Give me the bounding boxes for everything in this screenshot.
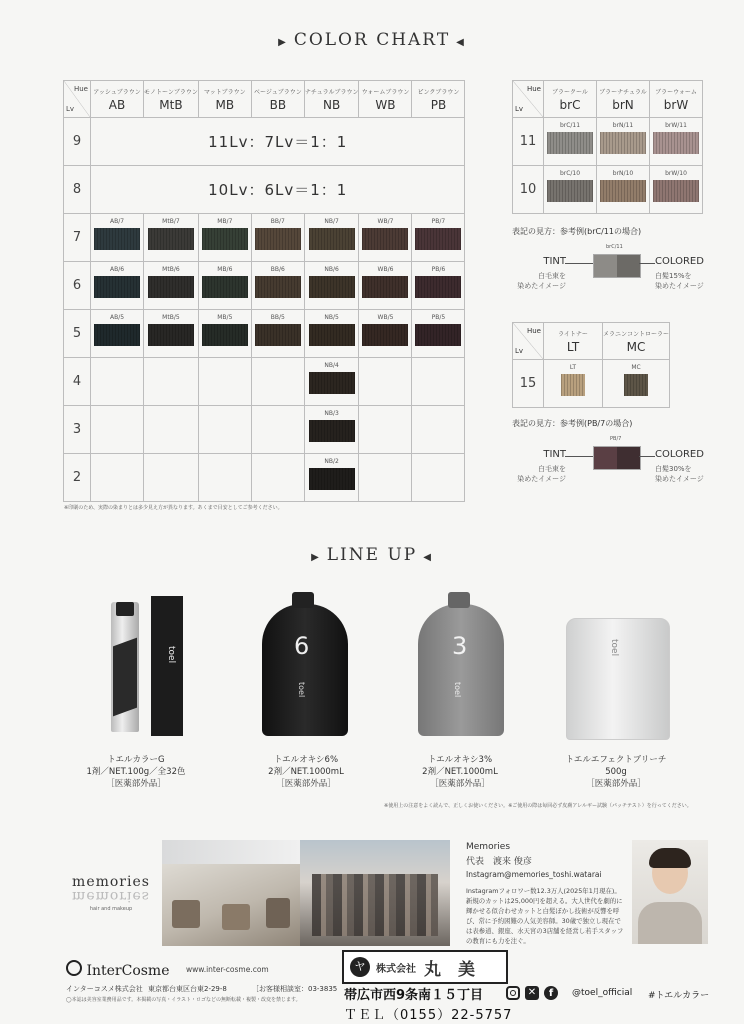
x-icon[interactable]: ✕: [525, 986, 539, 1000]
col-header-wb: ウォームブラウン WB: [359, 81, 412, 118]
triangle-right-icon: ▶: [278, 37, 288, 48]
legend2-tint-desc2: 染めたイメージ: [517, 475, 566, 483]
swatch-cell: NB/7: [304, 214, 359, 262]
chart-footnote: ※印刷のため、実際の染まりとは多少見え方が異なります。あくまで目安としてご参考ください。: [64, 505, 283, 511]
color-swatch: [653, 132, 699, 154]
swatch-cell: MtB/6: [144, 262, 199, 310]
color-box-image: [151, 596, 183, 736]
swatch-cell: brC/10: [544, 166, 597, 214]
col-header-brw: ブラーウォーム brW: [650, 81, 703, 118]
pouch-brand-text: toel: [453, 682, 462, 698]
salon-interior-photo: [162, 840, 300, 946]
bleach-pouch-image: [566, 618, 670, 740]
footer-address: 東京都台東区台東2-29-8: [148, 985, 227, 993]
legend2-code: PB/7: [610, 436, 622, 442]
lt-mc-table: [512, 322, 670, 408]
color-swatch: [148, 324, 194, 346]
lv-label: Lv: [66, 105, 75, 113]
swatch-cell: AB/7: [91, 214, 144, 262]
legend1-colored-desc2: 染めたイメージ: [655, 282, 704, 290]
footer-url: www.inter-cosme.com: [186, 965, 269, 974]
br-color-table: [512, 80, 703, 214]
swatch-cell: NB/2: [304, 454, 359, 502]
color-swatch: [362, 324, 408, 346]
color-chart-title: COLOR CHART: [293, 30, 451, 50]
swatch-cell: NB/6: [304, 262, 359, 310]
level-6: 6: [64, 262, 91, 310]
color-swatch: [202, 228, 248, 250]
usage-caution: ※使用上の注意をよく読んで、正しくお使いください。※ご使用の際は毎回必ず皮膚アレルギー試験（パッチテスト）を行ってください。: [384, 803, 692, 809]
color-swatch: [600, 132, 646, 154]
swatch-cell: brW/11: [650, 118, 703, 166]
legend1-colored: COLORED: [655, 256, 704, 267]
legend2-colored: COLORED: [655, 449, 704, 460]
salon-rep: 代表 渡来 俊彦: [466, 857, 532, 867]
color-swatch: [94, 228, 140, 250]
swatch-cell: PB/5: [412, 310, 465, 358]
oxy3-pouch-image: [418, 604, 504, 736]
col-header-brc: ブラークール brC: [544, 81, 597, 118]
color-swatch: [309, 324, 355, 346]
lt-hue-lv-corner: Hue Lv: [513, 323, 543, 359]
swatch-cell: BB/6: [251, 262, 304, 310]
salon-instagram: Instagram@memories_toshi.watarai: [466, 870, 602, 879]
swatch-cell: AB/6: [91, 262, 144, 310]
dealer-address: 帯広市西9条南１５丁目: [344, 988, 484, 1003]
dealer-stamp: [342, 950, 508, 984]
lineup-title: LINE UP: [326, 545, 418, 565]
row-6: [64, 262, 465, 310]
dealer-tel: ＴＥＬ（0155）22-5757: [344, 1008, 513, 1023]
tube-band: [113, 638, 137, 717]
level-4: 4: [64, 358, 91, 406]
col-header-pb: ピンクブラウン PB: [412, 81, 465, 118]
swatch-cell: PB/7: [412, 214, 465, 262]
level-2: 2: [64, 454, 91, 502]
color-swatch: [202, 276, 248, 298]
salon-staff-photo: [300, 840, 450, 946]
color-swatch: [561, 374, 585, 396]
swatch-cell: MC: [603, 360, 670, 408]
swatch-cell: NB/5: [304, 310, 359, 358]
row-4: [64, 358, 465, 406]
swatch-cell: brW/10: [650, 166, 703, 214]
product-label-bleach: トエルエフェクトブリーチ 500g ［医薬部外品］: [565, 755, 667, 789]
facebook-icon[interactable]: f: [544, 986, 558, 1000]
portrait-hair: [649, 848, 691, 868]
color-swatch: [309, 228, 355, 250]
legend1-line-right: [639, 263, 655, 264]
ratio-9: 11Lv：7Lv＝1：1: [91, 118, 465, 166]
legend1-tint-desc1: 白毛束を: [538, 272, 566, 280]
triangle-left-icon: ◀: [456, 37, 466, 48]
legend2-line-left: [565, 456, 593, 457]
col-header-ab: アッシュブラウン AB: [91, 81, 144, 118]
color-swatch: [362, 276, 408, 298]
salon-logo-text: memories: [72, 874, 150, 890]
hue-lv-corner: [64, 81, 90, 117]
salon-logo-sub: hair and makeup: [89, 906, 133, 912]
tint-swatch: [594, 255, 617, 277]
color-swatch: [309, 420, 355, 442]
product-label-oxy6: トエルオキシ6% 2剤／NET.1000mL ［医薬部外品］: [268, 755, 344, 789]
triangle-right-icon: ▶: [311, 552, 321, 563]
lt-level-15: 15: [513, 360, 544, 408]
level-9: 9: [64, 118, 91, 166]
swatch-cell: LT: [544, 360, 603, 408]
swatch-cell: MB/5: [198, 310, 251, 358]
pouch-brand-text: toel: [297, 682, 306, 698]
portrait-body: [638, 902, 702, 944]
legend2-colored-desc2: 染めたイメージ: [655, 475, 704, 483]
color-swatch: [415, 324, 461, 346]
dealer-mark-icon: ヤ: [350, 957, 370, 977]
level-8: 8: [64, 166, 91, 214]
level-7: 7: [64, 214, 91, 262]
legend2-tint-desc1: 白毛束を: [538, 465, 566, 473]
legend2-colored-desc1: 白髪30%を: [655, 465, 692, 473]
hashtag: #トエルカラー: [648, 991, 710, 1001]
footer-contact: ［お客様相談室：03-3835: [252, 985, 338, 993]
color-swatch: [148, 276, 194, 298]
swatch-cell: NB/3: [304, 406, 359, 454]
swatch-cell: BB/5: [251, 310, 304, 358]
col-header-brn: ブラーナチュラル brN: [597, 81, 650, 118]
hue-label: Hue: [73, 85, 88, 93]
br-level-11: 11: [513, 118, 544, 166]
swatch-cell: MB/7: [198, 214, 251, 262]
color-swatch: [309, 276, 355, 298]
salon-name: Memories: [466, 842, 511, 852]
swatch-cell: WB/5: [359, 310, 412, 358]
legend1-title: 表記の見方：参考例(brC/11の場合): [512, 227, 642, 236]
col-header-bb: ベージュブラウン BB: [251, 81, 304, 118]
dealer-name: 丸 美: [424, 959, 475, 980]
main-color-chart: [63, 80, 465, 502]
footer-note: ◯本誌は美容室業務用品です。本掲載の写真・イラスト・ロゴなどの無断転載・複製・改変を禁じます。: [66, 997, 301, 1003]
legend2-swatch: [593, 446, 641, 470]
col-header-mc: メラニンコントローラー MC: [603, 323, 670, 360]
color-swatch: [547, 132, 593, 154]
color-swatch: [600, 180, 646, 202]
color-swatch: [309, 468, 355, 490]
swatch-cell: MB/6: [198, 262, 251, 310]
row-3: [64, 406, 465, 454]
lineup-heading: [0, 545, 744, 565]
salon-logo-reflection: memories: [72, 888, 150, 904]
br-hue-lv-corner: Hue Lv: [513, 81, 543, 117]
color-swatch: [255, 228, 301, 250]
pouch-cap: [448, 592, 470, 608]
row-7: [64, 214, 465, 262]
legend1-code: brC/11: [606, 244, 623, 250]
intercosme-logo-icon: [66, 960, 82, 976]
color-tube-image: [111, 602, 139, 732]
legend2-title: 表記の見方：参考例(PB/7の場合): [512, 419, 633, 428]
colored-swatch: [617, 447, 640, 469]
col-header-lt: ライトナー LT: [544, 323, 603, 360]
br-level-10: 10: [513, 166, 544, 214]
intercosme-brand: InterCosme: [86, 963, 170, 979]
swatch-cell: WB/6: [359, 262, 412, 310]
pouch-cap: [292, 592, 314, 608]
color-swatch: [309, 372, 355, 394]
col-header-mb: マットブラウン MB: [198, 81, 251, 118]
color-swatch: [94, 276, 140, 298]
swatch-cell: brN/11: [597, 118, 650, 166]
pouch-brand-text: toel: [609, 639, 619, 657]
tint-swatch: [594, 447, 617, 469]
dealer-company-type: 株式会社: [376, 963, 416, 975]
legend2-line-right: [639, 456, 655, 457]
colored-swatch: [617, 255, 640, 277]
level-5: 5: [64, 310, 91, 358]
color-swatch: [255, 324, 301, 346]
legend1-colored-desc1: 白髪15%を: [655, 272, 692, 280]
color-swatch: [415, 228, 461, 250]
footer-company: インターコスメ株式会社: [66, 985, 143, 993]
legend1-tint: TINT: [543, 256, 566, 267]
color-swatch: [255, 276, 301, 298]
pouch-number-3: 3: [452, 632, 468, 660]
stylist-portrait: [632, 840, 708, 944]
color-swatch: [547, 180, 593, 202]
box-brand-text: toel: [166, 646, 176, 664]
swatch-cell: NB/4: [304, 358, 359, 406]
ratio-8: 10Lv：6Lv＝1：1: [91, 166, 465, 214]
color-chart-heading: [0, 30, 744, 50]
intercosme-logo: [66, 960, 170, 979]
color-swatch: [624, 374, 648, 396]
legend1-swatch: [593, 254, 641, 278]
legend2-tint: TINT: [543, 449, 566, 460]
triangle-left-icon: ◀: [423, 552, 433, 563]
swatch-cell: PB/6: [412, 262, 465, 310]
salon-description: Instagramフォロワー数12.3万人(2025年1月現在)。新規のカットは25,000円を超える。大人世代を劇的に輝かせる似合わせカットと白髪ぼかし技術が反響を呼び、常に予約困難の人気美容師。30歳で独立し現在では表参道、銀座、水天宮の3店舗を経営し若手スタッフの教育にも力を注ぐ。: [466, 887, 624, 945]
row-5: [64, 310, 465, 358]
color-swatch: [202, 324, 248, 346]
color-swatch: [415, 276, 461, 298]
col-header-nb: ナチュラルブラウン NB: [304, 81, 359, 118]
color-swatch: [653, 180, 699, 202]
color-swatch: [362, 228, 408, 250]
color-swatch: [94, 324, 140, 346]
row-2: [64, 454, 465, 502]
oxy6-pouch-image: [262, 604, 348, 736]
salon-logo: [66, 874, 156, 912]
swatch-cell: MtB/7: [144, 214, 199, 262]
swatch-cell: brC/11: [544, 118, 597, 166]
social-icons: [506, 986, 558, 1000]
product-label-oxy3: トエルオキシ3% 2剤／NET.1000mL ［医薬部外品］: [422, 755, 498, 789]
color-swatch: [148, 228, 194, 250]
swatch-cell: AB/5: [91, 310, 144, 358]
swatch-cell: WB/7: [359, 214, 412, 262]
swatch-cell: brN/10: [597, 166, 650, 214]
legend1-line-left: [565, 263, 593, 264]
swatch-cell: BB/7: [251, 214, 304, 262]
tube-cap: [116, 602, 134, 616]
legend1-tint-desc2: 染めたイメージ: [517, 282, 566, 290]
sns-handle: @toel_official: [572, 988, 633, 998]
swatch-cell: MtB/5: [144, 310, 199, 358]
col-header-mtb: モノトーンブラウン MtB: [144, 81, 199, 118]
level-3: 3: [64, 406, 91, 454]
instagram-icon[interactable]: [506, 986, 520, 1000]
product-label-color-g: トエルカラーG 1剤／NET.100g／全32色 ［医薬部外品］: [86, 755, 186, 789]
pouch-number-6: 6: [294, 632, 310, 660]
